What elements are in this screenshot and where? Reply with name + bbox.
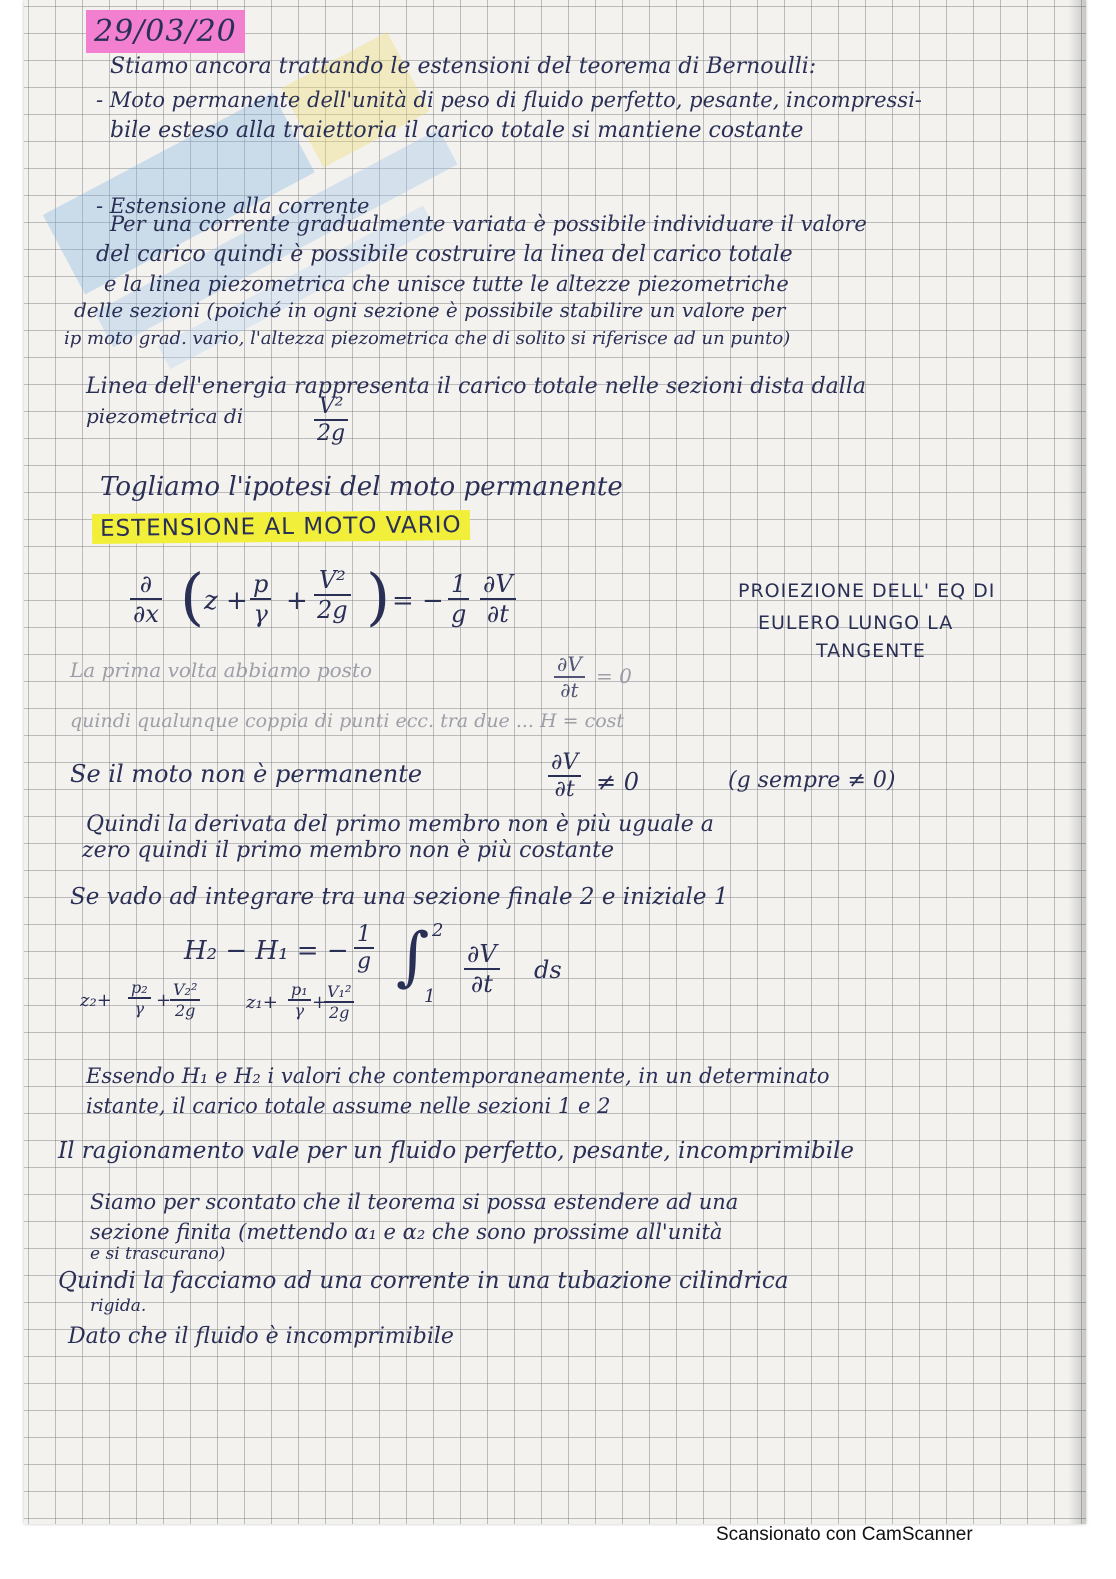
integral-upper-limit: 2	[432, 920, 444, 941]
fraction-denominator: γ	[253, 600, 268, 628]
fraction-numerator: V₁²	[324, 982, 354, 1003]
fraction-numerator: V²	[314, 394, 348, 421]
fraction-numerator: p₁	[288, 980, 311, 1001]
text-line: sezione finita (mettendo α₁ e α₂ che sono prossime all'unità	[90, 1220, 723, 1244]
text-line: istante, il carico totale assume nelle sezioni 1 e 2	[86, 1094, 611, 1118]
text-line: Per una corrente gradualmente variata è possibile individuare il valore	[110, 212, 867, 236]
fraction-numerator: ∂V	[480, 570, 516, 600]
partial-v-t-fraction	[480, 570, 516, 628]
pressure-head-fraction	[128, 978, 151, 1018]
velocity-head-fraction	[170, 980, 200, 1020]
text-line: Dato che il fluido è incomprimibile	[68, 1324, 454, 1349]
inverse-g-fraction	[448, 570, 469, 628]
fraction-denominator: 2g	[328, 1003, 350, 1022]
fraction-numerator: p	[250, 570, 271, 600]
fraction-denominator: ∂t	[470, 970, 493, 998]
faded-text-line: quindi qualunque coppia di punti ecc. tra due ... H = cost	[70, 710, 625, 732]
equation-term: +	[156, 990, 172, 1011]
text-line: e la linea piezometrica che unisce tutte le altezze piezometriche	[104, 272, 789, 296]
text-line: zero quindi il primo membro non è più costante	[82, 838, 615, 863]
text-line: - Moto permanente dell'unità di peso di fluido perfetto, pesante, incompressi-	[96, 88, 922, 112]
fraction-denominator: ∂t	[486, 600, 509, 628]
text-line: ip moto grad. vario, l'altezza piezometrica che di solito si riferisce ad un punto)	[64, 328, 791, 349]
fraction-numerator: ∂V	[464, 940, 500, 970]
text-line: Essendo H₁ e H₂ i valori che contemporaneamente, in un determinato	[86, 1064, 830, 1088]
velocity-head-fraction	[314, 566, 351, 624]
fraction-denominator: γ	[134, 999, 145, 1018]
fraction-denominator: ∂t	[560, 678, 579, 702]
fraction-numerator: V²	[314, 566, 351, 596]
integral-sign: ∫	[396, 920, 430, 994]
velocity-head-fraction	[324, 982, 354, 1022]
text-line: Quindi la facciamo ad una corrente in una tubazione cilindrica	[58, 1268, 789, 1294]
pressure-head-fraction	[288, 980, 311, 1020]
close-paren: )	[366, 560, 391, 633]
text-line: Il ragionamento vale per un fluido perfetto, pesante, incomprimibile	[58, 1138, 855, 1164]
fraction-numerator: 1	[354, 922, 374, 949]
scanner-footer: Scansionato con CamScanner	[716, 1524, 973, 1545]
text-line: Linea dell'energia rappresenta il carico totale nelle sezioni dista dalla	[86, 374, 866, 399]
date-label: 29/03/20	[86, 10, 245, 53]
partial-x-fraction	[130, 570, 162, 628]
fraction-denominator: ∂t	[554, 777, 575, 802]
faded-text-line: La prima volta abbiamo posto	[70, 658, 373, 682]
fraction-numerator: V₂²	[170, 980, 200, 1001]
fraction-denominator: 2g	[317, 596, 348, 624]
partial-v-t-fraction	[548, 750, 581, 802]
equation-term: H₂ − H₁ = −	[184, 936, 349, 966]
faded-text-line: = 0	[596, 664, 632, 688]
section-heading: ESTENSIONE AL MOTO VARIO	[92, 510, 470, 544]
fraction-numerator: ∂V	[554, 652, 585, 678]
partial-v-t-fraction	[554, 652, 585, 702]
equation-term: ds	[534, 956, 562, 984]
fraction-denominator: ∂x	[133, 600, 159, 628]
text-line: piezometrica di	[86, 404, 244, 428]
fraction-numerator: p₂	[128, 978, 151, 999]
equation-term: z₂+	[80, 990, 112, 1011]
equation-term: z₁+	[246, 992, 278, 1013]
text-line: del carico quindi è possibile costruire la linea del carico totale	[96, 242, 793, 267]
pressure-head-fraction	[250, 570, 271, 628]
text-line: rigida.	[90, 1296, 147, 1316]
fraction-denominator: g	[357, 949, 372, 974]
text-line: - Estensione alla corrente	[96, 194, 370, 218]
text-line: Quindi la derivata del primo membro non è più uguale a	[86, 812, 714, 837]
text-line: (g sempre ≠ 0)	[728, 768, 896, 793]
open-paren: (	[180, 560, 205, 633]
fraction-denominator: g	[451, 600, 467, 628]
fraction-numerator: ∂	[130, 570, 162, 600]
fraction-numerator: 1	[448, 570, 469, 600]
integral-lower-limit: 1	[424, 986, 436, 1007]
partial-v-t-fraction	[464, 940, 500, 998]
equation-term: = −	[392, 586, 444, 616]
text-line: delle sezioni (poiché in ogni sezione è possibile stabilire un valore per	[74, 298, 786, 322]
fraction-denominator: 2g	[317, 421, 346, 446]
notebook-page	[24, 0, 1086, 1524]
text-line: ≠ 0	[596, 768, 640, 796]
fraction-numerator: ∂V	[548, 750, 581, 777]
text-line: e si trascurano)	[90, 1244, 226, 1264]
velocity-head-fraction	[314, 394, 348, 446]
equation-term: z +	[204, 586, 248, 616]
equation-term: +	[286, 586, 308, 616]
text-line: Se vado ad integrare tra una sezione finale 2 e iniziale 1	[70, 884, 729, 910]
text-line: bile esteso alla traiettoria il carico totale si mantiene costante	[110, 118, 804, 143]
text-line: Togliamo l'ipotesi del moto permanente	[100, 472, 623, 502]
text-line: Stiamo ancora trattando le estensioni del teorema di Bernoulli:	[110, 54, 817, 79]
equation-term: +	[312, 992, 328, 1013]
text-line: Se il moto non è permanente	[70, 760, 423, 788]
side-note-line: TANGENTE	[816, 640, 926, 662]
fraction-denominator: 2g	[174, 1001, 196, 1020]
fraction-denominator: γ	[294, 1001, 305, 1020]
inverse-g-fraction	[354, 922, 374, 974]
text-line: Siamo per scontato che il teorema si possa estendere ad una	[90, 1190, 739, 1214]
side-note-line: EULERO LUNGO LA	[758, 612, 954, 634]
side-note-line: PROIEZIONE DELL' EQ DI	[738, 580, 996, 602]
